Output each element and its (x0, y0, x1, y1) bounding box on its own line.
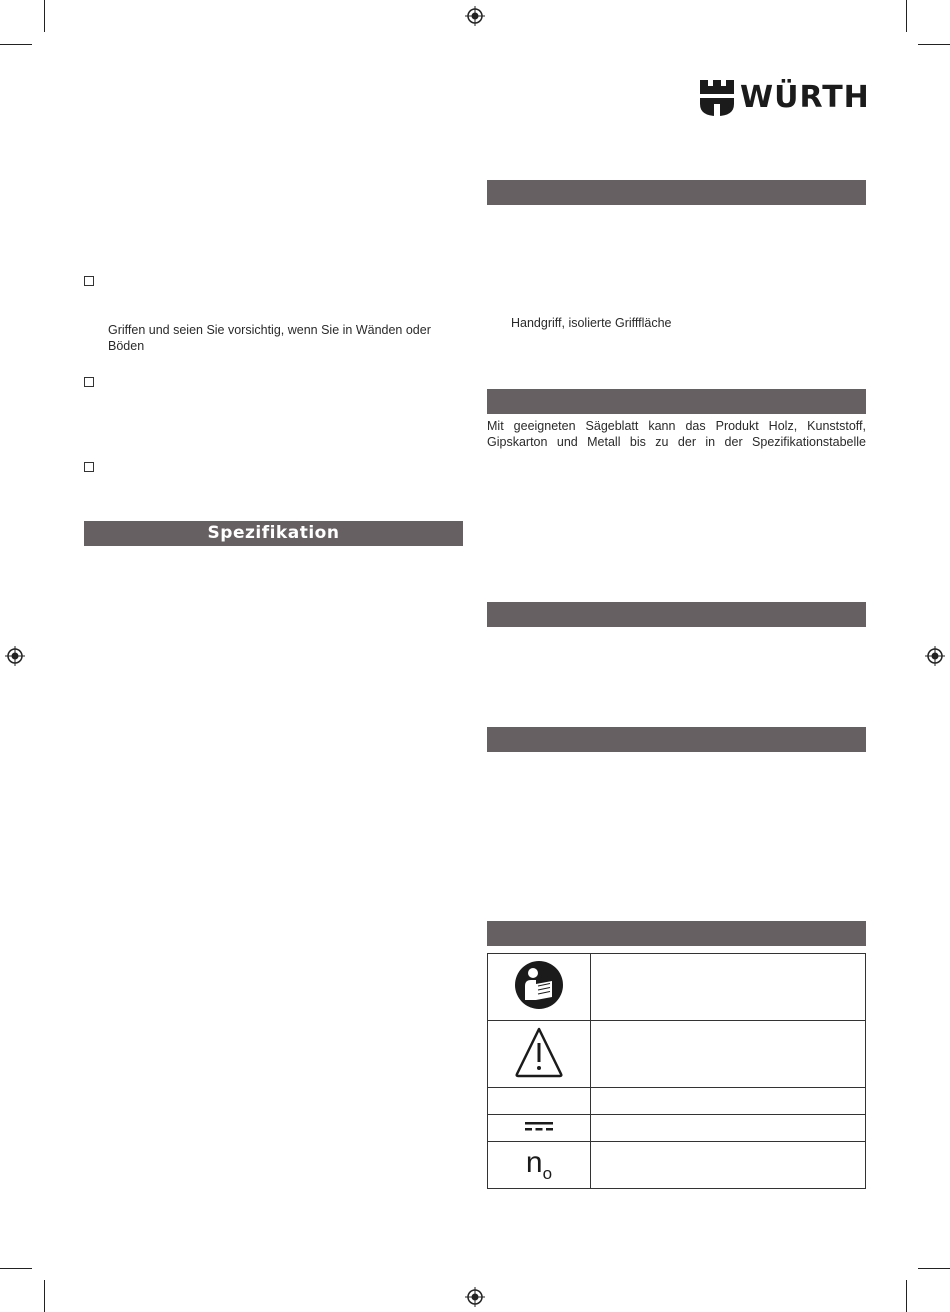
table-cell (488, 1021, 591, 1088)
usage-text-line: Gipskarton und Metall bis zu der in der Spezifikationstabelle (487, 435, 866, 449)
table-row (488, 1142, 866, 1189)
registration-mark-icon (5, 646, 25, 666)
read-manual-icon (514, 960, 564, 1010)
registration-mark-icon (465, 1287, 485, 1307)
registration-mark-icon (925, 646, 945, 666)
brand-logo-text: WÜRTH (740, 80, 870, 115)
wurth-logo-icon (700, 80, 734, 116)
crop-mark (44, 0, 45, 32)
crop-mark (918, 1268, 950, 1269)
section-bar (487, 727, 866, 752)
section-bar (487, 389, 866, 414)
section-bar-specification (84, 521, 463, 546)
crop-mark (906, 0, 907, 32)
table-cell (488, 1115, 591, 1142)
table-row (488, 1021, 866, 1088)
section-bar (487, 180, 866, 205)
table-row (488, 1088, 866, 1115)
no-load-speed-symbol: $n_o$ (525, 1146, 553, 1183)
registration-mark-icon (465, 6, 485, 26)
handle-description: Handgriff, isolierte Grifffläche (511, 316, 672, 330)
spec-heading: Spezifikation (207, 523, 340, 543)
table-cell (591, 954, 866, 1021)
table-cell (488, 1142, 591, 1189)
table-cell (591, 1021, 866, 1088)
crop-mark (0, 1268, 32, 1269)
warning-triangle-icon (514, 1026, 564, 1078)
table-cell (591, 1142, 866, 1189)
symbols-table (487, 953, 866, 1189)
checkbox-bullet (84, 377, 94, 387)
table-row (488, 954, 866, 1021)
checkbox-bullet (84, 462, 94, 472)
crop-mark (906, 1280, 907, 1312)
section-bar (487, 602, 866, 627)
table-cell (591, 1088, 866, 1115)
table-cell (591, 1115, 866, 1142)
checkbox-bullet (84, 276, 94, 286)
table-row (488, 1115, 866, 1142)
table-cell (488, 954, 591, 1021)
crop-mark (918, 44, 950, 45)
crop-mark (0, 44, 32, 45)
section-bar (487, 921, 866, 946)
usage-text-line: Mit geeigneten Sägeblatt kann das Produkt Holz, Kunststoff, (487, 419, 866, 433)
warning-text-line: Griffen und seien Sie vorsichtig, wenn Sie in Wänden oder Böden (108, 323, 431, 353)
direct-current-icon (524, 1120, 554, 1132)
crop-mark (44, 1280, 45, 1312)
table-cell (488, 1088, 591, 1115)
